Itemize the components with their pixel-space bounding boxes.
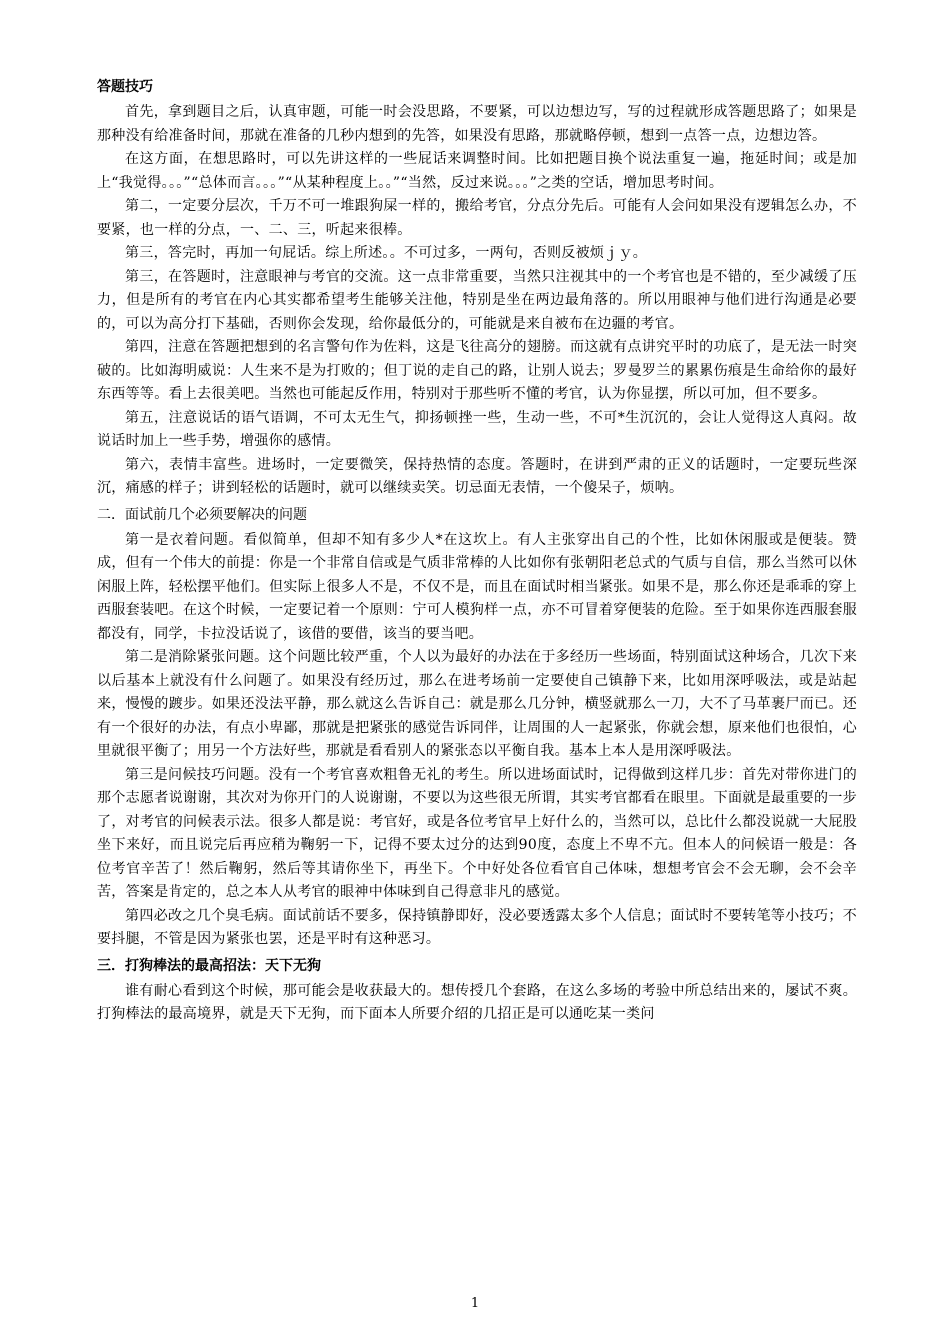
paragraph: 在这方面，在想思路时，可以先讲这样的一些屁话来调整时间。比如把题目换个说法重复一遍，拖延时间；或是加上“我觉得。。。”“总体而言。。。”“从某种程度上。。”“当然，反过来说。。。”之类的空话，增加思考时间。 <box>97 151 857 191</box>
heading-section-2: 二．面试前几个必须要解决的问题 <box>97 506 307 523</box>
paragraph: 第五，注意说话的语气语调，不可太无生气，抑扬顿挫一些，生动一些，不可*生沉沉的，会让人觉得这人真闷。故说话时加上一些手势，增强你的感情。 <box>97 409 857 449</box>
paragraph: 第四，注意在答题把想到的名言警句作为佐料，这是飞往高分的翅膀。而这就有点讲究平时的功底了，是无法一时突破的。比如海明威说：人生来不是为打败的；但丁说的走自己的路，让别人说去；罗曼罗兰的累累伤痕是生命给你的最好东西等等。看上去很美吧。当然也可能起反作用，特别对于那些听不懂的考官，认为你显摆，所以可加，但不要多。 <box>97 339 857 402</box>
paragraph: 第二，一定要分层次，千万不可一堆跟狗屎一样的，搬给考官，分点分先后。可能有人会问如果没有逻辑怎么办，不要紧，也一样的分点，一、二、三，听起来很棒。 <box>97 198 857 238</box>
document-body <box>97 73 857 1027</box>
paragraph: 第三是问候技巧问题。没有一个考官喜欢粗鲁无礼的考生。所以进场面试时，记得做到这样几步：首先对带你进门的那个志愿者说谢谢，其次对为你开门的人说谢谢，不要以为这些很无所谓，其实考官都看在眼里。下面就是最重要的一步了，对考官的问候表示法。很多人都是说：考官好，或是各位考官早上好什么的，当然可以，总比什么都没说就一大屁股坐下来好，而且说完后再应稍为鞠躬一下，记得不要太过分的达到90度，态度上不卑不亢。但本人的问候语一般是：各位考官辛苦了！然后鞠躬，然后等其请你坐下，再坐下。个中好处各位看官自己体味，想想考官会不会无聊，会不会辛苦，答案是肯定的，总之本人从考官的眼神中体味到自己得意非凡的感觉。 <box>97 766 857 900</box>
paragraph: 第一是衣着问题。看似简单，但却不知有多少人*在这坎上。有人主张穿出自己的个性，比如休闲服或是便装。赞成，但有一个伟大的前提：你是一个非常自信或是气质非常棒的人比如你有张朝阳老总式的气质与自信，那么当然可以休闲服上阵，轻松摆平他们。但实际上很多人不是，不仅不是，而且在面试时相当紧张。如果不是，那么你还是乖乖的穿上西服套装吧。在这个时候，一定要记着一个原则：宁可人模狗样一点，亦不可冒着穿便装的危险。至于如果你连西服套服都没有，同学，卡拉没话说了，该借的要借，该当的要当吧。 <box>97 531 857 642</box>
paragraph: 第三，在答题时，注意眼神与考官的交流。这一点非常重要，当然只注视其中的一个考官也是不错的，至少减缓了压力，但是所有的考官在内心其实都希望考生能够关注他，特别是坐在两边最角落的。所以用眼神与他们进行沟通是必要的，可以为高分打下基础，否则你会发现，给你最低分的，可能就是来自被布在边疆的考官。 <box>97 268 857 332</box>
heading-answer-tips: 答题技巧 <box>97 79 153 95</box>
paragraph: 第四必改之几个臭毛病。面试前话不要多，保持镇静即好，没必要透露太多个人信息；面试时不要转笔等小技巧；不要抖腿，不管是因为紧张也罢，还是平时有这种恶习。 <box>97 907 857 947</box>
paragraph: 首先，拿到题目之后，认真审题，可能一时会没思路，不要紧，可以边想边写，写的过程就形成答题思路了；如果是那种没有给准备时间，那就在准备的几秒内想到的先答，如果没有思路，那就略停顿，想到一点答一点，边想边答。 <box>97 104 857 144</box>
paragraph: 第二是消除紧张问题。这个问题比较严重，个人以为最好的办法在于多经历一些场面，特别面试这种场合，几次下来以后基本上就没有什么问题了。如果没有经历过，那么在进考场前一定要使自己镇静下来，比如用深呼吸法，或是站起来，慢慢的踱步。如果还没法平静，那么就这么告诉自己：就是那么几分钟，横竖就那么一刀，大不了马革裹尸而已。还有一个很好的办法，有点小卑鄙，那就是把紧张的感觉告诉同伴，让周围的人一起紧张，你就会想，原来他们也很怕，心里就很平衡了；用另一个方法好些，那就是看看别人的紧张态以平衡自我。基本上本人是用深呼吸法。 <box>97 649 857 759</box>
heading-section-3: 三．打狗棒法的最高招法：天下无狗 <box>97 957 321 974</box>
page-number: 1 <box>470 1296 480 1311</box>
paragraph: 第六，表情丰富些。进场时，一定要微笑，保持热情的态度。答题时，在讲到严肃的正义的话题时，一定要玩些深沉，痛感的样子；讲到轻松的话题时，就可以继续卖笑。切忌面无表情，一个傻呆子，烦呐。 <box>97 456 857 496</box>
paragraph: 第三，答完时，再加一句屁话。综上所述。。不可过多，一两句，否则反被烦ｊｙ。 <box>125 245 648 261</box>
paragraph: 谁有耐心看到这个时候，那可能会是收获最大的。想传授几个套路，在这么多场的考验中所总结出来的，屡试不爽。打狗棒法的最高境界，就是天下无狗，而下面本人所要介绍的几招正是可以通吃某一类问 <box>97 982 857 1022</box>
